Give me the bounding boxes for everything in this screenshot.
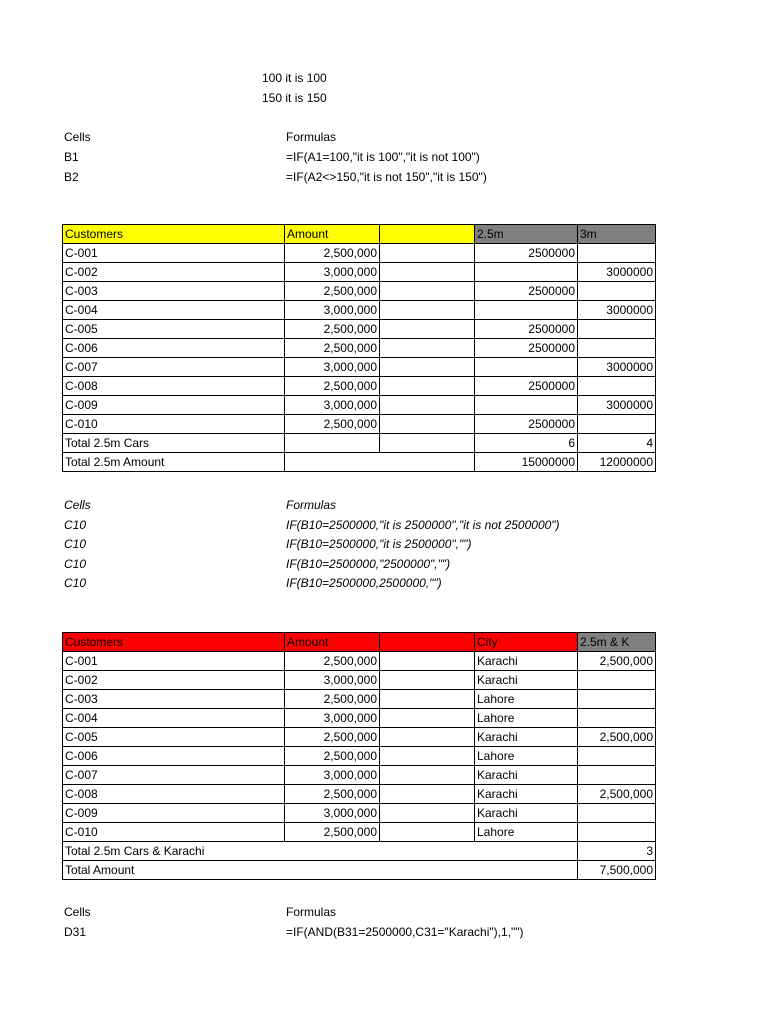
total-amount-label: Total Amount (63, 861, 578, 880)
cell-3m: 3000000 (578, 396, 656, 415)
cells-label: Cells (64, 905, 91, 919)
total-amount-row (63, 453, 656, 472)
cell-amount: 2,500,000 (285, 244, 380, 263)
table-row (63, 358, 656, 377)
table-row (63, 690, 656, 709)
header-2-5m-k: 2.5m & K (578, 633, 656, 652)
cell-2-5m: 2500000 (475, 377, 578, 396)
formulas-label: Formulas (286, 498, 337, 512)
intro-line-2: 150 it is 150 (262, 91, 327, 105)
header-3m: 3m (578, 225, 656, 244)
cell-customer: C-006 (63, 747, 285, 766)
total-amount-2-5m: 15000000 (475, 453, 578, 472)
cell-empty (380, 823, 475, 842)
table-row (63, 339, 656, 358)
cell-customer: C-002 (63, 263, 285, 282)
cell-empty (380, 804, 475, 823)
total-cars-label: Total 2.5m Cars (63, 434, 285, 453)
total-amount-label: Total 2.5m Amount (63, 453, 285, 472)
cell-customer: C-008 (63, 785, 285, 804)
cell-empty (380, 728, 475, 747)
customers-table-1 (62, 224, 656, 472)
header-customers: Customers (63, 633, 285, 652)
cell-customer: C-008 (63, 377, 285, 396)
header-empty (380, 225, 475, 244)
table-row (63, 263, 656, 282)
cell-amount: 3,000,000 (285, 766, 380, 785)
cells-label: Cells (64, 130, 91, 144)
table-row (63, 301, 656, 320)
formula-cell: D31 (64, 925, 87, 939)
cell-customer: C-007 (63, 358, 285, 377)
cell-customer: C-010 (63, 823, 285, 842)
cell-empty (380, 320, 475, 339)
formula-text: IF(B10=2500000,"2500000","") (286, 557, 451, 571)
cell-2-5m: 2500000 (475, 339, 578, 358)
formula-cell: C10 (64, 557, 87, 571)
formula-cell: C10 (64, 518, 87, 532)
cell-3m (578, 339, 656, 358)
cell-3m (578, 282, 656, 301)
cell-city: Karachi (475, 652, 578, 671)
customers-table-2 (62, 632, 656, 880)
cell-3m (578, 377, 656, 396)
cell-city: Lahore (475, 690, 578, 709)
table-row (63, 709, 656, 728)
cell-amount: 2,500,000 (285, 747, 380, 766)
formulas-label: Formulas (286, 130, 337, 144)
cell-2-5m-k (578, 747, 656, 766)
cell-amount: 2,500,000 (285, 339, 380, 358)
formula-text: IF(B10=2500000,"it is 2500000","") (286, 537, 472, 551)
cell-empty (285, 453, 475, 472)
header-empty (380, 633, 475, 652)
cell-empty (380, 785, 475, 804)
cell-2-5m-k: 2,500,000 (578, 785, 656, 804)
cell-city: Karachi (475, 671, 578, 690)
table-row (63, 728, 656, 747)
cell-2-5m: 2500000 (475, 244, 578, 263)
formula-text: =IF(AND(B31=2500000,C31="Karachi"),1,"") (286, 925, 524, 939)
cell-customer: C-005 (63, 728, 285, 747)
cell-2-5m-k (578, 671, 656, 690)
table-row (63, 823, 656, 842)
total-cars-2-5m: 6 (475, 434, 578, 453)
total-cars-value: 3 (578, 842, 656, 861)
cell-empty (380, 396, 475, 415)
cell-customer: C-001 (63, 244, 285, 263)
formula-text: =IF(A2<>150,"it is not 150","it is 150") (286, 170, 487, 184)
header-2-5m: 2.5m (475, 225, 578, 244)
cell-2-5m-k: 2,500,000 (578, 652, 656, 671)
cell-amount: 2,500,000 (285, 785, 380, 804)
cell-2-5m (475, 263, 578, 282)
cell-2-5m-k (578, 804, 656, 823)
cell-amount: 2,500,000 (285, 728, 380, 747)
cell-2-5m (475, 358, 578, 377)
formula-cell: B1 (64, 150, 79, 164)
cell-empty (380, 709, 475, 728)
table-row (63, 804, 656, 823)
table-row (63, 320, 656, 339)
table-row (63, 377, 656, 396)
formula-text: IF(B10=2500000,"it is 2500000","it is not 2500000") (286, 518, 560, 532)
cell-3m: 3000000 (578, 358, 656, 377)
cell-customer: C-006 (63, 339, 285, 358)
formula-cell: C10 (64, 537, 87, 551)
cells-label: Cells (64, 498, 91, 512)
table-header-row (63, 225, 656, 244)
cell-customer: C-003 (63, 282, 285, 301)
table-row (63, 652, 656, 671)
cell-customer: C-009 (63, 804, 285, 823)
total-cars-label: Total 2.5m Cars & Karachi (63, 842, 578, 861)
cell-2-5m-k: 2,500,000 (578, 728, 656, 747)
cell-3m (578, 320, 656, 339)
cell-empty (380, 690, 475, 709)
cell-empty (380, 301, 475, 320)
cell-customer: C-005 (63, 320, 285, 339)
formula-text: IF(B10=2500000,2500000,"") (286, 576, 442, 590)
formulas-label: Formulas (286, 905, 337, 919)
cell-customer: C-003 (63, 690, 285, 709)
cell-city: Lahore (475, 709, 578, 728)
cell-2-5m-k (578, 690, 656, 709)
total-cars-3m: 4 (578, 434, 656, 453)
cell-2-5m-k (578, 709, 656, 728)
cell-3m: 3000000 (578, 301, 656, 320)
cell-amount: 2,500,000 (285, 690, 380, 709)
header-customers: Customers (63, 225, 285, 244)
formula-cell: C10 (64, 576, 87, 590)
table-row (63, 244, 656, 263)
cell-city: Karachi (475, 728, 578, 747)
cell-customer: C-004 (63, 301, 285, 320)
cell-empty (380, 766, 475, 785)
cell-2-5m: 2500000 (475, 282, 578, 301)
intro-line-1: 100 it is 100 (262, 71, 327, 85)
cell-empty (380, 747, 475, 766)
cell-empty (380, 415, 475, 434)
cell-2-5m (475, 396, 578, 415)
cell-empty (380, 671, 475, 690)
cell-empty (380, 358, 475, 377)
cell-3m (578, 244, 656, 263)
header-amount: Amount (285, 633, 380, 652)
table-row (63, 747, 656, 766)
cell-amount: 3,000,000 (285, 358, 380, 377)
header-city: City (475, 633, 578, 652)
table-header-row (63, 633, 656, 652)
total-cars-row (63, 842, 656, 861)
cell-empty (380, 652, 475, 671)
table-row (63, 671, 656, 690)
cell-3m (578, 415, 656, 434)
header-amount: Amount (285, 225, 380, 244)
formula-text: =IF(A1=100,"it is 100","it is not 100") (286, 150, 480, 164)
cell-city: Karachi (475, 785, 578, 804)
cell-city: Karachi (475, 766, 578, 785)
cell-empty (380, 434, 475, 453)
cell-customer: C-007 (63, 766, 285, 785)
cell-amount: 2,500,000 (285, 415, 380, 434)
cell-2-5m (475, 301, 578, 320)
cell-customer: C-001 (63, 652, 285, 671)
table-row (63, 785, 656, 804)
table-row (63, 415, 656, 434)
total-amount-3m: 12000000 (578, 453, 656, 472)
cell-customer: C-002 (63, 671, 285, 690)
table-row (63, 282, 656, 301)
cell-customer: C-004 (63, 709, 285, 728)
cell-city: Karachi (475, 804, 578, 823)
cell-amount: 3,000,000 (285, 671, 380, 690)
cell-2-5m: 2500000 (475, 415, 578, 434)
cell-city: Lahore (475, 823, 578, 842)
cell-empty (285, 434, 380, 453)
cell-2-5m: 2500000 (475, 320, 578, 339)
cell-2-5m-k (578, 823, 656, 842)
table-row (63, 396, 656, 415)
cell-customer: C-009 (63, 396, 285, 415)
cell-amount: 3,000,000 (285, 263, 380, 282)
cell-amount: 3,000,000 (285, 804, 380, 823)
total-amount-value: 7,500,000 (578, 861, 656, 880)
cell-amount: 2,500,000 (285, 377, 380, 396)
cell-amount: 2,500,000 (285, 282, 380, 301)
cell-city: Lahore (475, 747, 578, 766)
cell-empty (380, 339, 475, 358)
cell-customer: C-010 (63, 415, 285, 434)
cell-amount: 2,500,000 (285, 652, 380, 671)
table-row (63, 766, 656, 785)
cell-empty (380, 263, 475, 282)
cell-amount: 3,000,000 (285, 709, 380, 728)
total-cars-row (63, 434, 656, 453)
formula-cell: B2 (64, 170, 79, 184)
cell-empty (380, 377, 475, 396)
cell-amount: 2,500,000 (285, 320, 380, 339)
total-amount-row (63, 861, 656, 880)
cell-amount: 3,000,000 (285, 301, 380, 320)
cell-empty (380, 244, 475, 263)
cell-3m: 3000000 (578, 263, 656, 282)
cell-empty (380, 282, 475, 301)
cell-amount: 3,000,000 (285, 396, 380, 415)
cell-2-5m-k (578, 766, 656, 785)
cell-amount: 2,500,000 (285, 823, 380, 842)
